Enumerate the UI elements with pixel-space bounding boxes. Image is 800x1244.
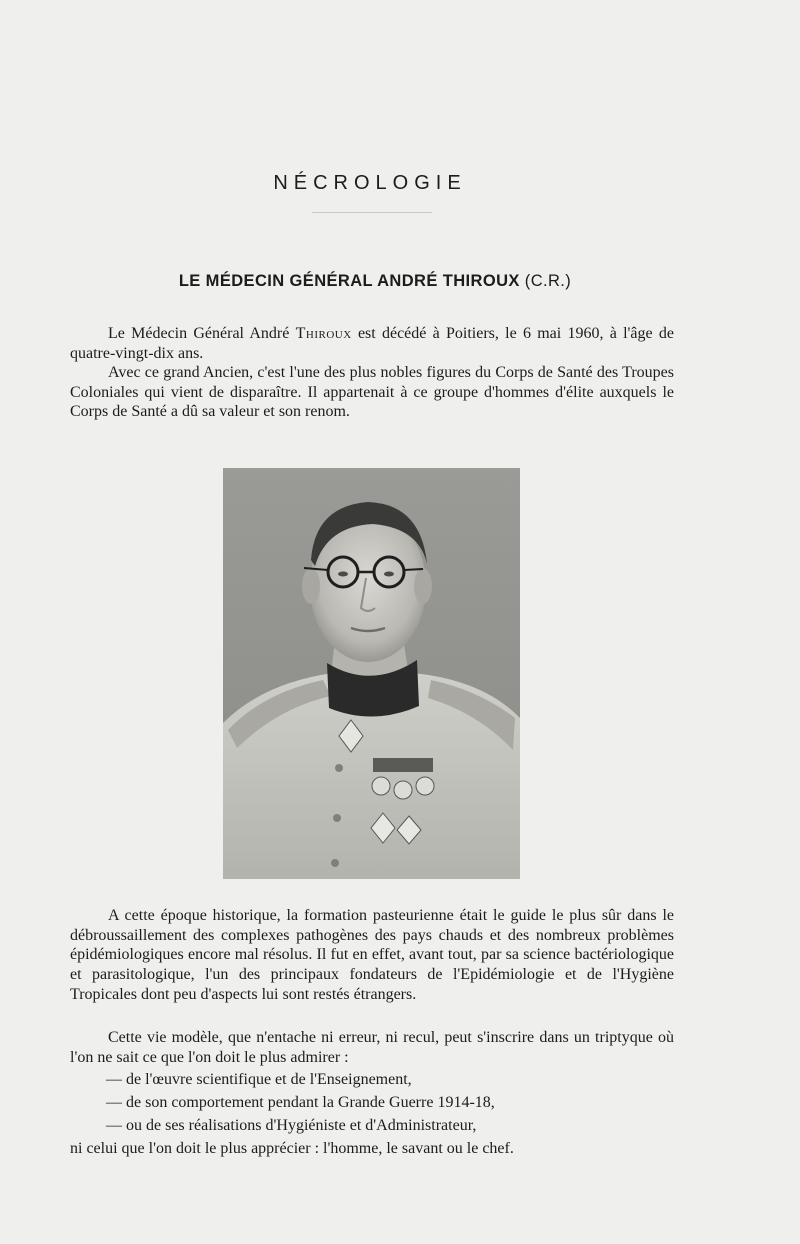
heading-divider [312, 212, 432, 213]
list-item: — ou de ses réalisations d'Hygiéniste et d'Administrateur, [106, 1117, 477, 1134]
section-heading: NÉCROLOGIE [273, 172, 467, 194]
list-item: — de l'œuvre scientifique et de l'Enseignement, [106, 1071, 412, 1088]
obituary-title [0, 272, 750, 291]
body-p3-text: A cette époque historique, la formation pasteurienne était le guide le plus sûr dans le débroussaillement des complexes pathogènes des pays chauds et des nombreux problèmes épidémiologiques encore mal résolus. Il fut en effet, avant tout, par sa science bactériologique et parasitologique, l'un des principaux fondateurs de l'Epidémiologie et de l'Hygiène Tropicales dont peu d'aspects lui sont restés étrangers. [70, 907, 674, 1003]
intro-p1-before: Le Médecin Général André [108, 325, 296, 342]
closing-line: ni celui que l'on doit le plus apprécier : l'homme, le savant ou le chef. [70, 1140, 514, 1157]
intro-p2-text: Avec ce grand Ancien, c'est l'une des plus nobles figures du Corps de Santé des Troupes Coloniales qui vient de disparaître. Il appartenait à ce groupe d'hommes d'élite auxquels le Corps de Santé a dû sa valeur et son renom. [70, 364, 674, 421]
intro-paragraph-2 [70, 363, 674, 422]
body-paragraph-2 [70, 1028, 674, 1067]
list-item: — de son comportement pendant la Grande Guerre 1914-18, [106, 1094, 495, 1111]
portrait-photo-icon [223, 468, 520, 879]
intro-p1-after: est décédé à Poitiers, le 6 mai 1960, à l'âge de quatre-vingt-dix ans. [70, 325, 674, 362]
portrait-photo [223, 468, 520, 879]
body-paragraph-1 [70, 906, 674, 1005]
obituary-title-main: LE MÉDECIN GÉNÉRAL ANDRÉ THIROUX [178, 272, 520, 290]
body-p4-text: Cette vie modèle, que n'entache ni erreur, ni recul, peut s'inscrire dans un triptyque où l'on ne sait ce que l'on doit le plus admirer : [70, 1029, 674, 1066]
intro-paragraph-1 [70, 324, 674, 363]
intro-p1-name: Thiroux [295, 325, 352, 342]
obituary-title-suffix: (C.R.) [524, 272, 572, 290]
